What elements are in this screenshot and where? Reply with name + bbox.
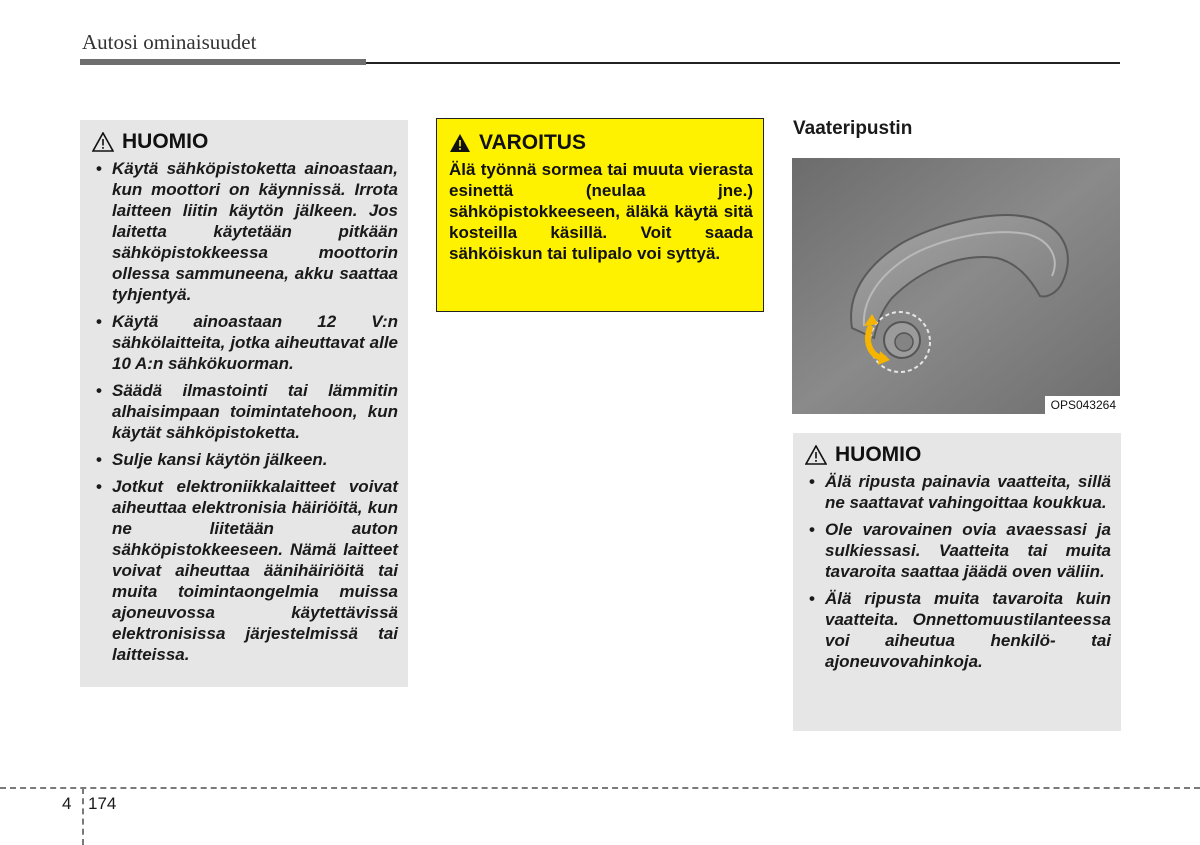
footer-dashed-divider — [82, 788, 84, 845]
caution-list-right — [805, 471, 1111, 672]
image-code: OPS043264 — [1045, 396, 1120, 414]
caution-box-right — [793, 433, 1121, 731]
warning-box — [436, 118, 764, 312]
warning-text: Älä työnnä sormea tai muuta vierasta esinettä (neulaa jne.) sähköpistokkeeseen, äläkä käytä sitä kosteilla käsillä. Voit saada sähköiskun tai tulipalo voi syttyä. — [449, 160, 753, 263]
list-item: • Käytä sähköpistoketta ainoastaan, kun moottori on käynnissä. Irrota laitteen liitin käytön jälkeen. Jos laitetta käytetään pitkään sähköpistokkeessa moottorin ollessa sammuneena, akku saattaa tyhjentyä. — [96, 159, 398, 304]
caution-title-right — [805, 443, 1111, 467]
section-heading: Vaateripustin — [793, 118, 913, 139]
warning-triangle-icon — [92, 132, 114, 152]
coat-hook-photo — [792, 158, 1120, 414]
footer-dashed-rule — [0, 787, 1200, 789]
header-rule-thick — [80, 59, 366, 65]
list-item: • Käytä ainoastaan 12 V:n sähkölaitteita, jotka aiheuttavat alle 10 A:n sähkökuorman. — [96, 312, 398, 373]
caution-title-text: HUOMIO — [835, 443, 922, 466]
list-item: • Älä ripusta muita tavaroita kuin vaatteita. Onnettomuustilanteessa voi aiheutua henkilö- tai ajoneuvovahinkoja. — [809, 589, 1111, 671]
warning-triangle-icon — [805, 445, 827, 465]
warning-title-text: VAROITUS — [479, 131, 586, 154]
list-item: • Sulje kansi käytön jälkeen. — [96, 450, 328, 469]
list-item: • Säädä ilmastointi tai lämmitin alhaisimpaan toimintatehoon, kun käytät sähköpistoketta. — [96, 381, 398, 442]
coat-hook-illustration — [792, 158, 1120, 414]
list-item: • Ole varovainen ovia avaessasi ja sulkiessasi. Vaatteita tai muita tavaroita saattaa jäädä oven väliin. — [809, 520, 1111, 581]
caution-title-text: HUOMIO — [122, 130, 209, 153]
caution-box-left — [80, 120, 408, 687]
chapter-number: 4 — [62, 794, 72, 813]
list-item: • Älä ripusta painavia vaatteita, sillä ne saattavat vahingoittaa koukkua. — [809, 472, 1111, 512]
warning-title — [449, 131, 753, 155]
header-rule-thin — [366, 62, 1120, 64]
list-item: • Jotkut elektroniikkalaitteet voivat aiheuttaa elektronisia häiriöitä, kun ne liitetään auton sähköpistokkeeseen. Nämä laitteet voivat aiheuttaa äänihäiriöitä tai muita toimintaongelmia muissa ajoneuvossa käytettävissä elektronisissa järjestelmissä tai laitteissa. — [96, 477, 398, 664]
running-header: Autosi ominaisuudet — [82, 30, 257, 54]
warning-triangle-icon — [449, 133, 471, 153]
caution-title-left — [92, 130, 398, 154]
page-number: 174 — [88, 794, 117, 813]
caution-list-left — [92, 158, 398, 665]
